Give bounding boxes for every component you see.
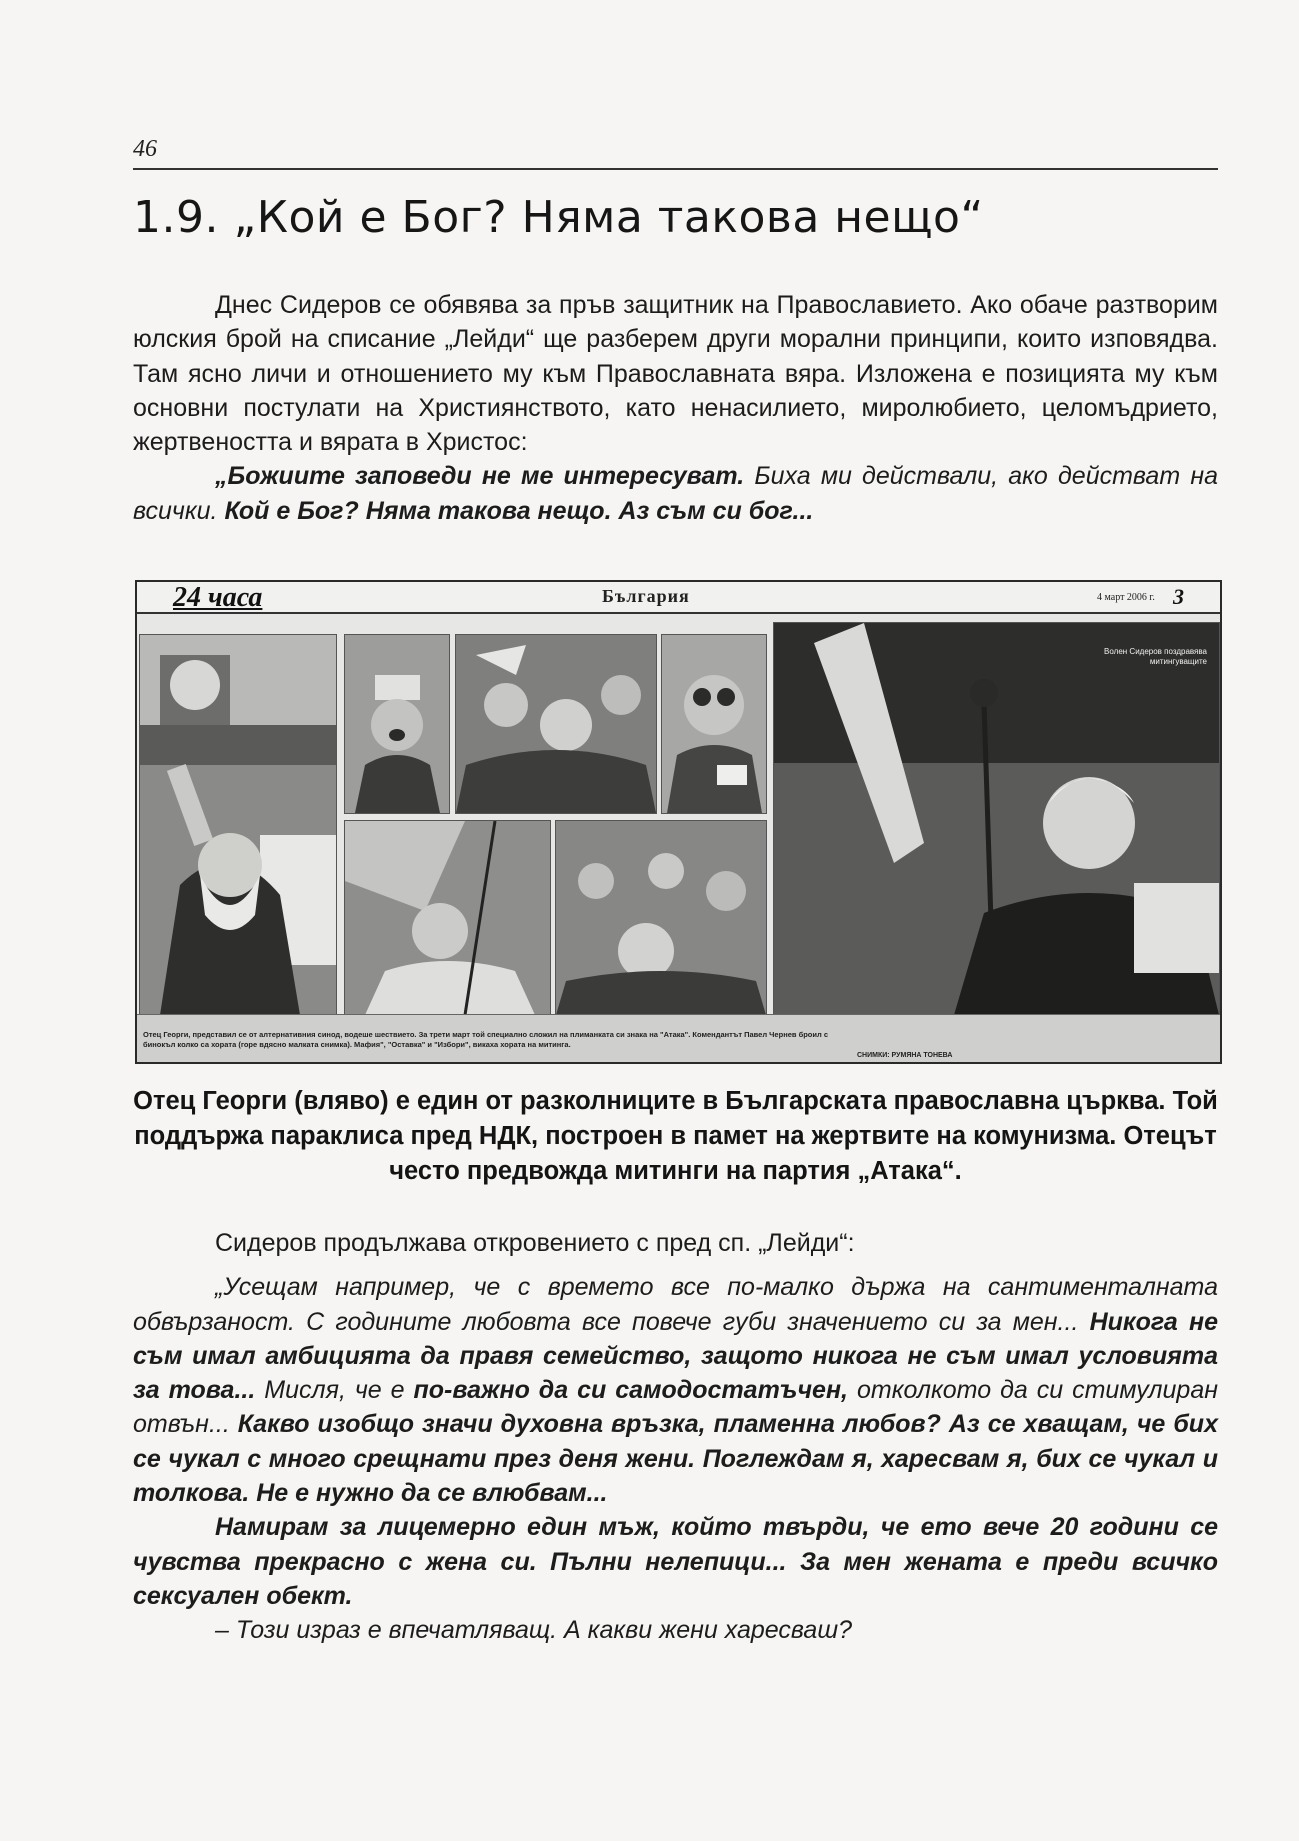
- quote1-bold-end: Кой е Бог? Няма такова нещо. Аз съм си бог...: [224, 496, 814, 525]
- clipping-masthead: [137, 582, 1220, 614]
- interview-question: – Този израз е впечатляващ. А какви жени харесваш?: [215, 1616, 852, 1645]
- page-number: 46: [133, 136, 157, 162]
- quote-paragraph-3: Намирам за лицемерно един мъж, който твърди, че ето вече 20 години се чувства прекрасно с жена си. Пълни нелепици... За мен жената е преди всичко сексуален обект.: [133, 1513, 1218, 1610]
- siderov-photo-caption: Волен Сидеров поздравява митингуващите: [1104, 647, 1207, 666]
- photo-crowd-image: [456, 635, 656, 813]
- clipping-photo-credit: СНИМКИ: РУМЯНА ТОНЕВА: [857, 1052, 953, 1059]
- photo-caption: Отец Георги (вляво) е един от разколниците в Българската православна църква. Той поддържа параклиса пред НДК, построен в памет на жертвите на комунизма. Отецът често предвожда митинги на партия „Атака“.: [133, 1087, 1218, 1185]
- photo-siderov-image: [774, 623, 1219, 1015]
- quote2-part6: Какво изобщо значи духовна връзка, пламенна любов? Аз се хващам, че бих се чукал с много срещнати през деня жени. Поглеждам я, харесвам я, бих се чукал и толкова. Не е нужно да се влюбвам...: [133, 1410, 1218, 1508]
- continuation-section: [133, 1226, 1218, 1648]
- quote2-part2: Никога не съм имал амбицията да правя семейство, защото никога не съм имал условията за това...: [133, 1307, 1219, 1405]
- newspaper-page: 3: [1173, 584, 1184, 609]
- quote2-part4: по-важно да си самодостатъчен,: [413, 1376, 849, 1405]
- photo-protesters-group: [555, 820, 767, 1016]
- photo-priest: [139, 634, 337, 1016]
- photo-priest-image: [140, 635, 336, 1015]
- photo-protester-shouting: [344, 634, 450, 814]
- quote2-part5: отколкото да си стимулиран отвън...: [133, 1376, 1218, 1439]
- newspaper-section: България: [602, 586, 690, 606]
- photo-ataka-flag: [344, 820, 551, 1016]
- newspaper-logo: 24 часа: [173, 582, 263, 613]
- quote-paragraph-1: [133, 459, 1218, 528]
- newspaper-date: 4 март 2006 г.: [1097, 592, 1155, 603]
- quote2-part3: Мисля, че е: [255, 1376, 414, 1405]
- chapter-title: 1.9. „Кой е Бог? Няма такова нещо“: [133, 192, 984, 243]
- photo-ataka-flag-image: [345, 821, 550, 1015]
- header-rule: [133, 168, 1218, 170]
- photo-protester-shouting-image: [345, 635, 449, 813]
- newspaper-clipping: [135, 580, 1222, 1064]
- quote1-bold-start: „Божиите заповеди не ме интересуват.: [215, 462, 745, 491]
- photo-protesters-group-image: [556, 821, 766, 1015]
- photo-siderov: [773, 622, 1220, 1016]
- photo-man-goggles: [661, 634, 767, 814]
- continuation-paragraph: Сидеров продължава откровението с пред сп. „Лейди“:: [215, 1229, 855, 1257]
- quote-paragraph-2: [133, 1270, 1218, 1510]
- photo-man-goggles-image: [662, 635, 766, 813]
- intro-paragraph: Днес Сидеров се обявява за пръв защитник на Православието. Ако обаче разтворим юлския брой на списание „Лейди“ ще разберем други морални принципи, които изповядва. Там ясно личи и отношението му към Православната вяра. Изложена е позицията му към основни постулати на Християнството, като ненасилието, миролюбието, целомъдрието, жертвеността и вярата в Христос:: [133, 291, 1218, 457]
- quote1-italic-middle: Биха ми действали, ако действат на всички.: [133, 462, 1218, 525]
- intro-section: [133, 288, 1218, 528]
- quote2-part1: „Усещам например, че с времето все по-малко държа на сантименталната обвързаност. С годините любовта все повече губи значението си за мен...: [133, 1273, 1218, 1336]
- photo-crowd: [455, 634, 657, 814]
- clipping-caption-text: Отец Георги, представил се от алтернативния синод, водеше шествието. За трети март той специално сложил на плиманката си знака на "Атака". Комендантът Павел Чернев броил с бинокъл колко са хората (горе вдясно малката снимка). Мафия", "Оставка" и "Избори", викаха хората на митинга.: [143, 1030, 829, 1049]
